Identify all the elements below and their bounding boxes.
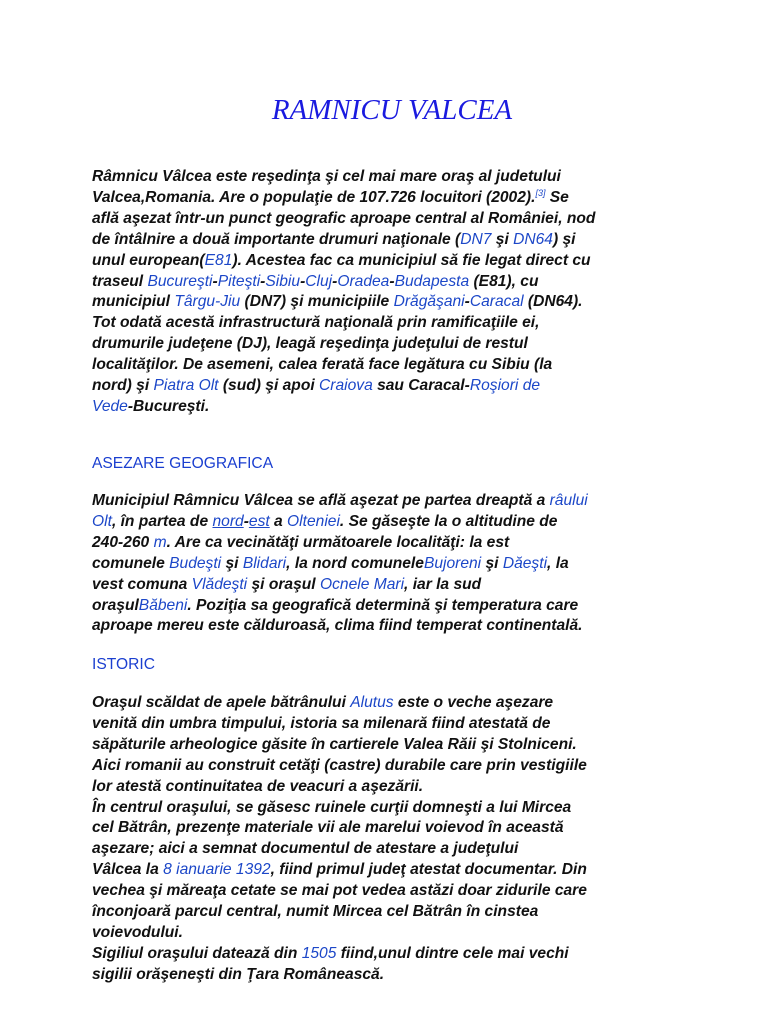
text-run: - <box>389 272 395 290</box>
link-ocnele-mari[interactable]: Ocnele Mari <box>319 575 405 593</box>
text-run: - <box>212 272 218 290</box>
reference-link[interactable]: [3] <box>535 187 546 198</box>
text-line <box>92 881 692 902</box>
text-run: , fiind primul judeţ atestat documentar. Din <box>270 861 587 879</box>
text-run: Municipiul Râmnicu Vâlcea se află aşezat pe partea dreaptă a <box>92 492 550 509</box>
text-run: voievodului. <box>92 923 183 941</box>
section-heading-geography: ASEZARE GEOGRAFICA <box>92 455 274 472</box>
text-line <box>92 944 692 965</box>
page-title: RAMNICU VALCEA <box>271 94 513 126</box>
text-run: cel Bătrân, prezenţe materiale vii ale marelui voievod în această <box>92 819 564 837</box>
link-nord[interactable]: nord <box>212 512 244 530</box>
link-budesti[interactable]: Budeşti <box>169 554 222 572</box>
section-heading-history: ISTORIC <box>92 656 155 673</box>
text-run: vest comuna <box>92 575 192 593</box>
text-run: municipiul <box>92 293 175 311</box>
intro-paragraph <box>92 167 692 418</box>
text-line <box>92 167 692 188</box>
text-run: , iar la sud <box>404 575 482 593</box>
text-run: lor atestă continuitatea de veacuri a aşezării. <box>92 777 424 795</box>
text-line <box>92 575 692 596</box>
text-run: . Poziţia sa geografică determină şi temperatura care <box>187 596 579 614</box>
text-run: de întâlnire a două importante drumuri naţionale ( <box>92 230 461 248</box>
text-line <box>92 533 692 554</box>
text-line <box>92 714 692 735</box>
link-est[interactable]: est <box>248 512 270 530</box>
text-run: . Se găseşte la o altitudine de <box>339 512 558 530</box>
text-run: Oraşul scăldat de apele bătrânului <box>92 694 351 711</box>
text-line <box>92 272 692 293</box>
text-run: săpăturile arheologice găsite în cartierele Valea Răii şi Stolniceni. <box>92 735 577 753</box>
text-run: traseul <box>92 272 148 290</box>
link-dn7[interactable]: DN7 <box>460 230 492 248</box>
text-run: ) şi <box>552 230 576 248</box>
text-run: ). Acestea fac ca municipiul să fie legat direct cu <box>232 251 591 269</box>
link-dn64[interactable]: DN64 <box>513 230 553 248</box>
text-line <box>92 735 692 756</box>
text-line <box>92 965 692 986</box>
text-line <box>92 313 692 334</box>
link-targu-jiu[interactable]: Târgu-Jiu <box>174 293 241 311</box>
text-run: este o veche aşezare <box>393 694 554 711</box>
text-run: Râmnicu Vâlcea este reşedinţa şi cel mai mare oraş al judetului <box>92 168 561 185</box>
link-craiova[interactable]: Craiova <box>319 377 373 395</box>
link-piatra-olt[interactable]: Piatra Olt <box>153 377 219 395</box>
text-line <box>92 554 692 575</box>
link-sibiu[interactable]: Sibiu <box>265 272 301 290</box>
text-run: 240-260 <box>92 533 154 551</box>
link-pitesti[interactable]: Piteşti <box>217 272 261 290</box>
text-line <box>92 596 692 617</box>
link-date-1392[interactable]: 8 ianuarie 1392 <box>163 861 271 879</box>
text-run: În centrul oraşului, se găsesc ruinele curţii domneşti a lui Mircea <box>92 798 572 816</box>
text-run: - <box>260 272 266 290</box>
text-run: . Are ca vecinătăţi următoarele localităţi: la est <box>166 533 510 551</box>
text-run: (sud) şi apoi <box>218 377 320 395</box>
text-run: nord) şi <box>92 377 154 395</box>
link-vladesti[interactable]: Vlădeşti <box>191 575 248 593</box>
text-run: (DN64). <box>523 293 583 311</box>
text-run: aproape mereu este călduroasă, clima fiind temperat continentală. <box>92 617 583 635</box>
text-run: venită din umbra timpului, istoria sa milenară fiind atestată de <box>92 714 551 732</box>
text-run: sigilii orăşeneşti din Ţara Românească. <box>92 965 385 983</box>
text-run: localităţilor. De asemeni, calea ferată face legătura cu Sibiu (la <box>92 356 553 374</box>
text-run: - <box>243 512 249 530</box>
link-budapesta[interactable]: Budapesta <box>394 272 470 290</box>
text-line <box>92 292 692 313</box>
text-run: oraşul <box>92 596 139 614</box>
text-run: Se <box>545 188 569 206</box>
link-babeni[interactable]: Băbeni <box>138 596 188 614</box>
text-run: , la <box>547 554 569 572</box>
text-run: - <box>332 272 338 290</box>
link-olteniei[interactable]: Olteniei <box>287 512 340 530</box>
text-run: , în partea de <box>111 512 213 530</box>
link-alutus[interactable]: Alutus <box>350 694 394 711</box>
text-run: şi <box>481 554 503 572</box>
text-run: sau Caracal- <box>372 377 470 395</box>
link-vede[interactable]: Vede <box>92 397 128 415</box>
text-run: (DN7) şi municipiile <box>240 293 394 311</box>
geography-paragraph <box>92 491 692 637</box>
text-run: unul european( <box>92 251 205 269</box>
link-year-1505[interactable]: 1505 <box>301 944 337 962</box>
text-line <box>92 616 692 637</box>
text-run: aşezare; aici a semnat documentul de atestare a judeţului <box>92 840 519 858</box>
link-dragasani[interactable]: Drăgăşani <box>393 293 465 311</box>
text-run: , la nord comunele <box>286 554 424 572</box>
text-line <box>92 860 692 881</box>
text-run: - <box>464 293 470 311</box>
text-line <box>92 818 692 839</box>
text-run: înconjoară parcul central, numit Mircea cel Bătrân în cinstea <box>92 903 539 921</box>
text-run: Valcea,Romania. Are o populaţie de 107.726 locuitori (2002). <box>92 188 536 206</box>
text-line <box>92 334 692 355</box>
text-line <box>92 902 692 923</box>
text-line <box>92 376 692 397</box>
text-run: (E81), cu <box>469 272 539 290</box>
link-bujoreni[interactable]: Bujoreni <box>423 554 482 572</box>
text-line <box>92 491 692 512</box>
link-m[interactable]: m <box>153 533 167 551</box>
link-e81[interactable]: E81 <box>204 251 233 269</box>
text-line <box>92 209 692 230</box>
text-run: află aşezat într-un punct geografic aproape central al României, nod <box>92 209 596 227</box>
link-raului[interactable]: râului <box>549 492 588 509</box>
text-run: Sigiliul oraşului datează din <box>92 944 302 962</box>
text-line <box>92 693 692 714</box>
text-run: -Bucureşti. <box>127 397 210 415</box>
text-line <box>92 923 692 944</box>
text-run: - <box>300 272 306 290</box>
text-run: Aici romanii au construit cetăţi (castre) durabile care prin vestigiile <box>92 756 587 774</box>
text-line <box>92 756 692 777</box>
text-run: şi oraşul <box>247 575 320 593</box>
text-line <box>92 777 692 798</box>
link-oradea[interactable]: Oradea <box>337 272 390 290</box>
text-run: şi <box>491 230 514 248</box>
link-daesti[interactable]: Dăeşti <box>502 554 548 572</box>
text-line <box>92 512 692 533</box>
text-run: drumurile judeţene (DJ), leagă reşedinţa judeţului de restul <box>92 335 528 353</box>
text-run: Vâlcea la <box>92 861 164 879</box>
text-run: a <box>269 512 288 530</box>
link-cluj[interactable]: Cluj <box>305 272 333 290</box>
link-olt[interactable]: Olt <box>92 512 112 530</box>
history-paragraph <box>92 693 692 986</box>
text-line <box>92 397 692 418</box>
text-run: şi <box>221 554 243 572</box>
text-line <box>92 230 692 251</box>
text-run: vechea şi măreaţa cetate se mai pot vedea astăzi doar zidurile care <box>92 882 587 900</box>
text-run: comunele <box>92 554 170 572</box>
text-line <box>92 798 692 819</box>
text-run: fiind,unul dintre cele mai vechi <box>336 944 569 962</box>
link-rosiori[interactable]: Roşiori de <box>469 377 541 395</box>
link-bucuresti[interactable]: Bucureşti <box>147 272 213 290</box>
text-line <box>92 839 692 860</box>
text-line <box>92 355 692 376</box>
text-line <box>92 251 692 272</box>
link-caracal[interactable]: Caracal <box>469 293 524 311</box>
text-line <box>92 188 692 209</box>
link-blidari[interactable]: Blidari <box>242 554 287 572</box>
text-run: Tot odată acestă infrastructură naţională prin ramificaţiile ei, <box>92 314 540 332</box>
